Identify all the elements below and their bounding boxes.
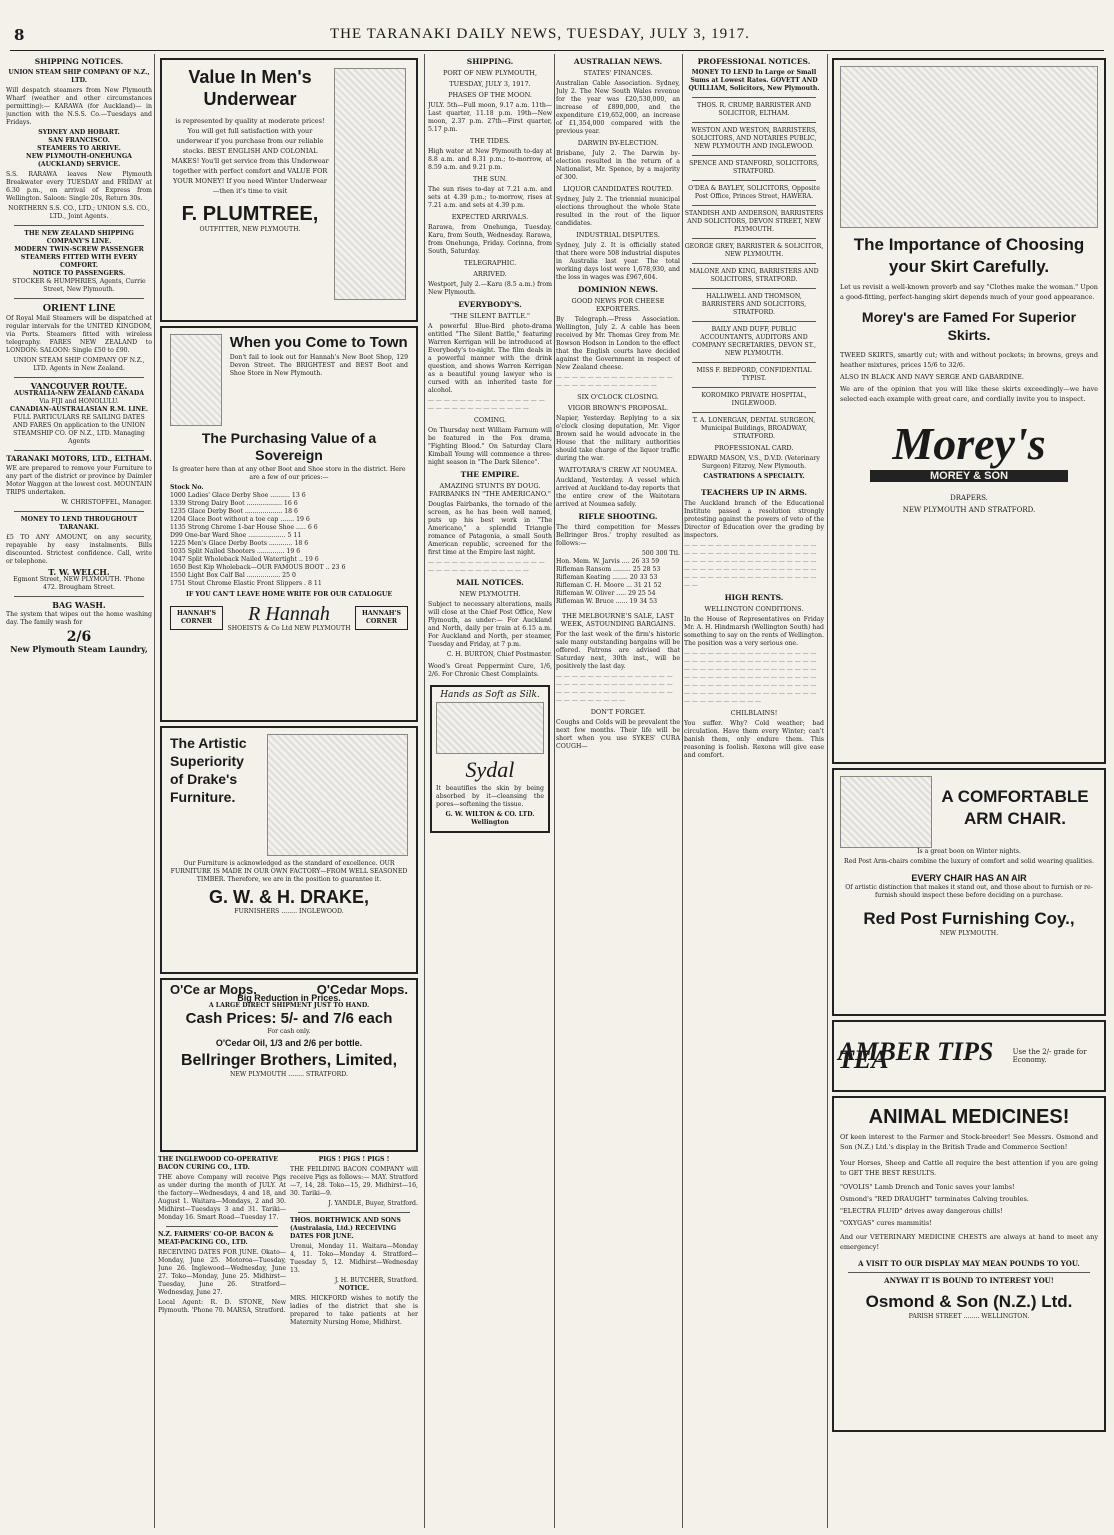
divider	[14, 511, 144, 512]
prof-card-heading: PROFESSIONAL CARD.	[714, 444, 794, 452]
chair-text: Red Post Arm-chairs combine the luxury of comfort and solid wearing qualities.	[844, 858, 1094, 865]
melbourne-text: For the last week of the firm's historic sale many outstanding bargains will be offered. Patrons are advised that Saturday next, 30th inst., will be positively the last day.	[556, 631, 680, 670]
prof-heading: PROFESSIONAL NOTICES.	[697, 57, 811, 66]
plumtree-sub: OUTFITTER, NEW PLYMOUTH.	[199, 226, 301, 233]
drake-text: Our Furniture is acknowledged as the standard of excellence. OUR FURNITURE IS MADE IN OUR OWN FACTORY—FROM WELL SEASONED TIMBER. Therefore, we are in the position to guarantee it.	[170, 860, 408, 883]
nz-shipping-heading: THE NEW ZEALAND SHIPPING COMPANY'S LINE.	[24, 230, 134, 245]
rarawa-text: S.S. RARAWA leaves New Plymouth Breakwater every TUESDAY and FRIDAY at 6.30 p.m., on arrival of Express from Wellington. Saloon: Single 20s, Return 30s.	[6, 171, 152, 202]
list-item: 1204 Glace Boot without a toe cap ....... 19 6	[170, 516, 310, 523]
dominion-heading: DOMINION NEWS.	[578, 285, 658, 294]
ocedar-oil: O'Cedar Oil, 1/3 and 2/6 per bottle.	[215, 1038, 363, 1048]
list-item: 1225 Men's Glace Derby Boots ............ 18 6	[170, 540, 309, 547]
odea-notice: O'DEA & BAYLEY, SOLICITORS, Opposite Post Office, Princes Street, HAWERA.	[688, 185, 820, 200]
osmond-name: Osmond & Son (N.Z.) Ltd.	[865, 1292, 1073, 1311]
taranaki-motors: TARANAKI MOTORS, LTD., ELTHAM.	[6, 454, 152, 463]
skirt-title: The Importance of Choosing your Skirt Carefully.	[853, 235, 1085, 276]
waitotara-text: Auckland, Yesterday. A vessel which arrived at Auckland to-day reports that the entire crew of the Waitotara arrived at Noumea safely.	[556, 477, 680, 508]
skirt-text: Let us revisit a well-known proverb and say "Clothes make the woman." Upon a good-fitting, perfect-hanging skirt depends much of your good appearance.	[840, 283, 1098, 301]
amber-tips-ad	[832, 1020, 1106, 1092]
list-item: 1035 Split Nailed Shooters .............. 19 6	[170, 548, 301, 555]
column-professional	[684, 54, 824, 1528]
standish-notice: STANDISH AND ANDERSON, BARRISTERS AND SOLICITORS, DEVON STREET, NEW PLYMOUTH.	[684, 210, 824, 233]
divider	[692, 97, 816, 98]
plumtree-name: F. PLUMTREE,	[181, 203, 319, 225]
column-display-ads	[830, 54, 1108, 1528]
air-text: Of artistic distinction that makes it stand out, and those about to furnish or re-furnish should inspect these before deciding on a purchase.	[845, 884, 1093, 899]
borthwick-text: Urenui, Monday 11. Waitara—Monday 4, 11. Toko—Monday 4. Stratford—Tuesday 5, 12. Midhirst—Wednesday 13.	[290, 1243, 418, 1274]
liquor-text: Sydney, July 2. The triennial municipal elections throughout the whole State resulted in the rout of the liquor candidates.	[556, 196, 680, 227]
forget-heading: DON'T FORGET.	[590, 708, 646, 716]
list-item: Rifleman Ransom ......... 25 28 53	[556, 566, 661, 573]
column-shipping-news	[428, 54, 552, 1528]
column-news	[556, 54, 680, 1528]
empire-sub: AMAZING STUNTS BY DOUG. FAIRBANKS IN "THE AMERICANO."	[429, 482, 551, 498]
bellringer-sub: NEW PLYMOUTH ........ STRATFORD.	[229, 1071, 349, 1078]
six-sub: VIGOR BROWN'S PROPOSAL.	[567, 404, 669, 412]
ocedar-cash: For cash only.	[267, 1028, 311, 1035]
hannah-logo: R Hannah	[248, 603, 330, 625]
pigs-header: PIGS ! PIGS ! PIGS !	[318, 1156, 390, 1163]
rifle-heading: RIFLE SHOOTING.	[578, 512, 658, 521]
navy-text: ALSO IN BLACK AND NAVY SERGE AND GABARDINE.	[840, 373, 1024, 381]
column-divider	[827, 54, 828, 1528]
arrived-heading: ARRIVED.	[473, 270, 507, 278]
empire-heading: THE EMPIRE.	[460, 470, 520, 479]
states-text: Australian Cable Association. Sydney, July 2. The New South Wales revenue for the year was £20,530,000, an increase of £890,000, and the expenditure £19,652,000, an increase of £1,354,000 compared with the previous year.	[556, 80, 680, 135]
hannah-corner-left: HANNAH'S CORNER	[170, 606, 223, 630]
divider	[692, 387, 816, 388]
aus-news-heading: AUSTRALIAN NEWS.	[573, 57, 663, 66]
column-divider	[682, 54, 683, 1528]
sydal-logo: Sydal	[465, 757, 515, 782]
oxygas-line: "OXYGAS" cures mammitis!	[840, 1219, 932, 1227]
underwear-illustration	[334, 68, 406, 300]
northern-agents: NORTHERN S.S. CO., LTD.; UNION S.S. CO., LTD., Joint Agents.	[8, 205, 150, 220]
ocedar-ad	[160, 978, 418, 1152]
money-lend-heading: MONEY TO LEND THROUGHOUT TARANAKI.	[20, 516, 138, 531]
canadian-line: CANADIAN-AUSTRALASIAN R.M. LINE.	[9, 406, 149, 413]
divider	[166, 1226, 278, 1227]
ocedar-ship: A LARGE DIRECT SHIPMENT JUST TO HAND.	[208, 1002, 370, 1009]
drake-name: G. W. & H. DRAKE,	[208, 887, 369, 907]
divider	[692, 263, 816, 264]
motors-text: WE are prepared to remove your Furniture to any part of the district or province by Daimler Motor Waggon at the lowest cost. MOUNTAIN TRIPS undertaken.	[6, 465, 152, 496]
drapers-location: NEW PLYMOUTH AND STRATFORD.	[902, 506, 1036, 514]
opinion-text: We are of the opinion that you will like these skirts exceedingly—we have selected each example with great care, and cordially invite you to inspect.	[840, 385, 1098, 403]
animal-text-2: Your Horses, Sheep and Cattle all require the best attention if you are going to GET THE BEST RESULTS.	[840, 1159, 1098, 1177]
red-draught-line: Osmond's "RED DRAUGHT" terminates Calving troubles.	[840, 1195, 1029, 1203]
catalogue-line: IF YOU CAN'T LEAVE HOME WRITE FOR OUR CATALOGUE	[185, 591, 393, 598]
chilblains-heading: CHILBLAINS!	[730, 709, 778, 717]
liquor-heading: LIQUOR CANDIDATES ROUTED.	[562, 185, 674, 193]
ocedar-price: Cash Prices: 5/- and 7/6 each	[185, 1010, 393, 1027]
chilblains-text: You suffer. Why? Cold weather; bad circulation. Have them every Winter; can't banish them, only endure them. This reasoning is foolish. Rexona will give ease and comfort.	[684, 720, 824, 759]
expected-heading: EXPECTED ARRIVALS.	[451, 213, 529, 221]
yandle: J. YANDLE, Buyer, Stratford.	[328, 1200, 418, 1207]
bag-wash-text: The system that wipes out the home washing day. The family wash for	[6, 611, 152, 626]
orient-heading: ORIENT LINE	[42, 302, 116, 314]
darwin-heading: DARWIN BY-ELECTION.	[577, 139, 659, 147]
divider	[692, 122, 816, 123]
list-item: D99 One-bar Ward Shoe ................... 5 11	[170, 532, 302, 539]
notice-passengers: NOTICE TO PASSENGERS.	[32, 270, 126, 277]
grey-notice: GEORGE GREY, BARRISTER & SOLICITOR, NEW PLYMOUTH.	[684, 243, 824, 258]
six-text: Napier, Yesterday. Replying to a six o'clock closing deputation, Mr. Vigor Brown said he would advocate in the House that the military authorities should take charge of the liquor traffic during the war.	[556, 415, 680, 462]
divider	[692, 288, 816, 289]
underwear-text: is represented by quality at moderate prices! You will get full satisfaction with your underwear if you purchase from our reliable stocks. BEST ENGLISH AND COLONIAL MAKES! You'll get service from this Underwear together with perfect comfort and VALUE FOR YOUR MONEY! If you need Winter Underwear—then it's time to visit	[171, 117, 329, 195]
morey-ad	[832, 58, 1106, 764]
feilding-text: THE FEILDING BACON COMPANY will receive Pigs as follows:— MAY. Stratford—7, 14, 28. Toko—15, 29. Midhirst—16, 30. Tariki—9.	[290, 1166, 418, 1197]
hannah-sub: SHOEISTS & Co Ltd NEW PLYMOUTH	[227, 625, 351, 632]
mason-notice: EDWARD MASON, V.S., D.V.D. (Veterinary Surgeon) Fitzroy, New Plymouth.	[688, 455, 820, 470]
bag-wash-heading: BAG WASH.	[52, 600, 106, 610]
vet-line: And our VETERINARY MEDICINE CHESTS are always at hand to meet any emergency!	[840, 1233, 1098, 1251]
baily-notice: BAILY AND DUFF, PUBLIC ACCOUNTANTS, AUDITORS AND COMPANY SECRETARIES, DEVON ST., NEW PLYMOUTH.	[692, 326, 816, 357]
rifle-results	[556, 558, 680, 606]
sun-text: The sun rises to-day at 7.21 a.m. and sets at 4.39 p.m.; to-morrow, rises at 7.21 a.m. and sets at 4.39 p.m.	[428, 186, 552, 209]
mail-text: Subject to necessary alterations, mails will close at the Chief Post Office, New Plymouth, as under:— For Auckland and North, daily per train at 6.15 a.m. For Auckland and North, per steamer, Tuesday and Friday, at 7 p.m.	[428, 601, 552, 648]
column-divider	[554, 54, 555, 1528]
phases-heading: PHASES OF THE MOON.	[448, 91, 532, 99]
halliwell-notice: HALLIWELL AND THOMSON, BARRISTERS AND SOLICITORS, STRATFORD.	[701, 293, 807, 316]
laundry-name: New Plymouth Steam Laundry,	[10, 644, 148, 654]
rifle-text: The third competition for Messrs Bellringer Bros.' trophy resulted as follows:—	[556, 524, 680, 547]
stock-list	[170, 492, 408, 588]
spence-notice: SPENCE AND STANFORD, SOLICITORS, STRATFORD.	[689, 160, 819, 175]
money-lend-notice: MONEY TO LEND In Large or Small Sums at Lowest Rates. GOVETT AND QUILLIAM, Solicitors, New Plymouth.	[688, 69, 820, 92]
malone-notice: MALONE AND KING, BARRISTERS AND SOLICITORS, STRATFORD.	[689, 268, 819, 283]
underwear-title: Value In Men's Underwear	[188, 67, 312, 109]
list-item: Rifleman C. H. Moore ... 31 21 52	[556, 582, 662, 589]
notice-title: NOTICE.	[338, 1285, 370, 1292]
borthwick-title: THOS. BORTHWICK AND SONS (Australasia, Ltd.) RECEIVING DATES FOR JUNE.	[290, 1217, 401, 1240]
christoffel: W. CHRISTOFFEL, Manager.	[61, 499, 152, 506]
melbourne-heading: THE MELBOURNE'S SALE, LAST WEEK, ASTOUNDING BARGAINS.	[560, 612, 676, 628]
teachers-heading: TEACHERS UP IN ARMS.	[700, 488, 808, 497]
newspaper-title: THE TARANAKI DAILY NEWS, TUESDAY, JULY 3, 1917.	[330, 26, 750, 42]
divider	[14, 450, 144, 451]
drapers-heading: DRAPERS.	[950, 494, 988, 502]
drake-title: The Artistic Superiority of Drake's Furniture.	[170, 735, 247, 805]
column-shipping-notices	[6, 54, 152, 1528]
welch-address: Egmont Street, NEW PLYMOUTH. 'Phone 472. Brougham Street.	[13, 576, 145, 591]
hannah-ad	[160, 326, 418, 722]
town-text: Don't fail to look out for Hannah's New Boot Shop, 129 Devon Street. The BRIGHTEST and BEST Boot and Shoe Store in New Plymouth.	[229, 354, 408, 377]
divider	[692, 238, 816, 239]
divider	[692, 412, 816, 413]
osmond-location: PARISH STREET ........ WELLINGTON.	[908, 1313, 1030, 1320]
ocedar-sub: Big Reduction in Prices.	[237, 993, 341, 1003]
wellington-heading: WELLINGTON CONDITIONS.	[704, 605, 804, 613]
weston-notice: WESTON AND WESTON, BARRISTERS, SOLICITORS, AND NOTARIES PUBLIC, NEW PLYMOUTH AND INGLEWOOD.	[690, 127, 818, 150]
divider	[14, 225, 144, 226]
sydal-illustration	[436, 702, 544, 754]
nz-farmers-text: RECEIVING DATES FOR JUNE. Okato—Monday, June 25. Motoroa—Tuesday, June 26. Inglewood—Wednesday, June 27. Toko—Monday, June 25. Midhirst—Tuesday, June 26. Stratford—Wednesday, June 27.	[158, 1249, 286, 1296]
divider	[692, 205, 816, 206]
cheese-text: By Telegraph.—Press Association. Wellington, July 2. A cable has been received by Mr. Thomas Grey from Mr. Rowson Hodson in London to the effect that the English courts have decided against the Government in respect of New Zealand cheese.	[556, 316, 680, 371]
chair-sub: Is a great boon on Winter nights.	[917, 848, 1021, 855]
states-heading: STATES' FINANCES.	[583, 69, 653, 77]
morey-famed: Morey's are Famed For Superior Skirts.	[861, 309, 1077, 343]
bedford-notice: MISS F. BEDFORD, CONFIDENTIAL TYPIST.	[696, 367, 812, 382]
ocedar-left: O'Ce ar Mops.	[170, 982, 257, 997]
column-divider	[154, 54, 155, 1528]
bag-wash-price: 2/6	[66, 629, 92, 645]
divider	[848, 1272, 1090, 1273]
high-rents-heading: HIGH RENTS.	[724, 593, 784, 602]
industrial-heading: INDUSTRIAL DISPUTES.	[576, 231, 660, 239]
castrations-line: CASTRATIONS A SPECIALTY.	[703, 473, 805, 480]
arrive-heading: STEAMERS TO ARRIVE.	[37, 145, 121, 152]
section-heading: SHIPPING NOTICES.	[34, 57, 124, 66]
amber-logo: AMBER TIPS TEA	[838, 1037, 994, 1074]
list-item: 1000 Ladies' Glace Derby Shoe .......... 13 6	[170, 492, 306, 499]
shipping-heading: SHIPPING.	[466, 57, 514, 66]
masthead	[0, 0, 1114, 50]
lonergan-notice: T. A. LONERGAN, DENTAL SURGEON, Municipal Buildings, BROADWAY, STRATFORD.	[692, 417, 816, 440]
divider	[298, 1212, 410, 1213]
butcher: J. H. BUTCHER, Stratford.	[334, 1277, 418, 1284]
divider	[14, 298, 144, 299]
everybodys-heading: EVERYBODY'S.	[458, 300, 522, 309]
sanfran-heading: SAN FRANCISCO.	[48, 137, 110, 144]
port-heading: PORT OF NEW PLYMOUTH,	[442, 69, 538, 77]
expected-text: Rarawa, from Onehunga, Tuesday. Karu, from South, Wednesday. Rarawa, from Onehunga, Friday. Corinna, from South, Saturday.	[428, 224, 552, 255]
sovereign-title: The Purchasing Value of a Sovereign	[201, 430, 377, 463]
sydal-address: G. W. WILTON & CO. LTD. Wellington	[445, 811, 535, 826]
red-post-name: Red Post Furnishing Coy.,	[863, 909, 1075, 928]
hannah-corner-right: HANNAH'S CORNER	[355, 606, 408, 630]
arrived-text: Westport, July 2.—Karu (8.5 a.m.) from New Plymouth.	[428, 281, 552, 296]
silent-heading: "THE SILENT BATTLE."	[450, 312, 530, 320]
article-continuation: — — — — — — — — — — — — — — — — — — — — — — — — — — — —	[428, 559, 545, 574]
air-heading: EVERY CHAIR HAS AN AIR	[911, 873, 1027, 883]
article-continuation: — — — — — — — — — — — — — — — — — — — — — — — — — — — — — — — — — — — — — — — — — — — — — — — — — — — — — —	[556, 673, 673, 704]
teachers-text: The Auckland branch of the Educational Institute passed a resolution strongly protesting against the powers of veto of the Director of Education over the grading by inspectors.	[684, 500, 824, 539]
fiji-route: Via FIJI and HONOLULU.	[39, 398, 119, 405]
union-text: Will despatch steamers from New Plymouth Wharf (weather and other circumstances permitting):— KARAWA (for Auckland)— in junction with the N.S.S. Co.—Tuesdays and Fridays.	[6, 87, 152, 126]
sovereign-text: Is greater here than at any other Boot and Shoe store in the district. Here are a few of our prices:—	[172, 466, 406, 481]
anyway-line: ANYWAY IT IS BOUND TO INTEREST YOU!	[884, 1276, 1054, 1285]
union-title: UNION STEAM SHIP COMPANY OF N.Z., LTD.	[8, 69, 150, 84]
morey-logo: Morey's	[892, 418, 1046, 469]
tides-text: High water at New Plymouth to-day at 8.8 a.m. and 8.31 p.m.; to-morrow, at 8.59 a.m. and 9.21 p.m.	[428, 148, 552, 171]
forget-text: Coughs and Colds will be prevalent the next few months. Their life will be short when you use SYKES' CURA COUGH—	[556, 719, 680, 750]
skirt-illustration	[840, 66, 1098, 228]
list-item: 1235 Glace Derby Boot ................... 18 6	[170, 508, 298, 515]
aus-nz-canada: AUSTRALIA-NEW ZEALAND CANADA	[13, 390, 144, 397]
tides-heading: THE TIDES.	[470, 137, 510, 145]
shoe-illustration	[170, 334, 222, 426]
animal-title: ANIMAL MEDICINES!	[868, 1106, 1070, 1128]
animal-text: Of keen interest to the Farmer and Stock-breeder! See Messrs. Osmond and Son (N.Z.) Ltd.'s display in the British Trade and Commerce Section!	[840, 1133, 1098, 1151]
article-continuation: — — — — — — — — — — — — — — — — — — — — — — — — — — — — — — — — — — — — — — — — — — — — — — — — — — — — — — — — — — — — — — — — — — — — — — — — — — — — — — — — — — — — — — — — — — — — — — — — — — — — — — — — — — — — — — — —	[684, 650, 817, 705]
divider	[692, 155, 816, 156]
article-continuation: — — — — — — — — — — — — — — — — — — — — — — — — — — — —	[556, 374, 673, 389]
column-divider	[424, 54, 425, 1528]
telegraphic-heading: TELEGRAPHIC.	[463, 259, 517, 267]
full-particulars: FULL PARTICULARS RE SAILING DATES AND FARES On application to the UNION STEAMSHIP CO. OF N.Z., LTD. Managing Agents	[12, 414, 146, 445]
furniture-illustration	[267, 734, 408, 856]
rents-text: In the House of Representatives on Friday Mr. A. H. Hindmarsh (Wellington South) had something to say on the rents of Wellington. The position was a very serious one.	[684, 616, 824, 647]
cheese-heading: GOOD NEWS FOR CHEESE EXPORTERS.	[571, 297, 665, 313]
waitotara-heading: WAITOTARA'S CREW AT NOUMEA.	[558, 466, 678, 474]
mail-np: NEW PLYMOUTH.	[459, 590, 521, 598]
list-item: 1047 Split Wholeback Nailed Watertight .. 19 6	[170, 556, 319, 563]
money-text: £5 TO ANY AMOUNT, on any security, repayable by easy instalments. Bills discounted. Strictest confidence. Call, write or telephone.	[6, 534, 152, 565]
divider	[692, 362, 816, 363]
article-continuation: — — — — — — — — — — — — — — — — — — — — — — — — — — — —	[428, 397, 545, 412]
twin-screw-heading: MODERN TWIN-SCREW PASSENGER STEAMERS FITTED WITH EVERY COMFORT.	[14, 246, 144, 269]
article-continuation: — — — — — — — — — — — — — — — — — — — — — — — — — — — — — — — — — — — — — — — — — — — — — — — — — — — — — — — — — — — — — — — — — — — — — — — — — — — — — — — — — — — — — — —	[684, 542, 817, 589]
ocedar-right: O'Cedar Mops.	[316, 982, 408, 997]
industrial-text: Sydney, July 2. It is officially stated that there were 508 industrial disputes in Australia last year. The total working days lost were 1,678,930, and the loss in wages was £967,604.	[556, 242, 680, 281]
vancouver-heading: VANCOUVER ROUTE.	[30, 381, 128, 391]
column-advertisements	[158, 54, 420, 1528]
morey-sub: MOREY & SON	[870, 470, 1068, 482]
moon-text: JULY. 5th—Full moon, 9.17 a.m. 11th—Last quarter, 11.18 p.m. 19th—New moon, 2.37 p.m. 27th—First quarter, 5.17 p.m.	[428, 102, 552, 133]
list-item: 1339 Strong Dairy Boot .................. 16 6	[170, 500, 298, 507]
masthead-rule	[10, 50, 1104, 51]
tweed-text: TWEED SKIRTS, smartly cut; with and without pockets; in browns, greys and heather mixtures, prices 15/6 to 32/6.	[840, 351, 1098, 369]
ovolis-line: "OVOLIS" Lamb Drench and Tonic saves your lambs!	[840, 1183, 1015, 1191]
coming-heading: COMING.	[473, 416, 507, 424]
divider	[14, 377, 144, 378]
darwin-text: Brisbane, July 2. The Darwin by-election resulted in the return of a Nationalist, Mr. Spence, by a majority of 300.	[556, 150, 680, 181]
divider	[692, 321, 816, 322]
visit-line: A VISIT TO OUR DISPLAY MAY MEAN POUNDS TO YOU.	[858, 1259, 1080, 1268]
inglewood-text: THE above Company will receive Pigs as under during the month of JULY. At the factory—Wednesdays, 4 and 18, and August 1. Waitara—Mondays, 2 and 30. Midhirst—Tuesdays 3 and 31. Tariki—Monday 16. Smart Road—Tuesday 17.	[158, 1174, 286, 1221]
silent-text: A powerful Blue-Bird photo-drama entitled "The Silent Battle," featuring Warren Kerrigan will be introduced at Everybody's to-night. The film deals in a powerful manner with the drink question, and shows Warren Kerrigan as a beautiful young lawyer who is cursed with an inherited taste for alcohol.	[428, 323, 552, 394]
sun-heading: THE SUN.	[472, 175, 508, 183]
mail-heading: MAIL NOTICES.	[456, 578, 524, 587]
town-title: When you Come to Town	[229, 334, 408, 351]
list-item: Rifleman Keating ........ 20 33 53	[556, 574, 658, 581]
list-item: 1135 Strong Chrome 1-bar House Shoe ..... 6 6	[170, 524, 318, 531]
list-item: 1550 Light Box Calf Bal ................. 25 0	[170, 572, 296, 579]
inglewood-title: THE INGLEWOOD CO-OPERATIVE BACON CURING CO., LTD.	[158, 1156, 278, 1171]
red-post-location: NEW PLYMOUTH.	[939, 930, 999, 937]
list-item: Rifleman W. Oliver ..... 29 25 54	[556, 590, 656, 597]
coming-text: On Thursday next William Farnum will be featured in the Fox drama, "Fighting Blood." On Saturday Clara Kimball Young will commence a three-night season in "The Dark Silence".	[428, 427, 552, 466]
sydney-heading: SYDNEY AND HOBART.	[38, 129, 120, 136]
welch-name: T. W. WELCH.	[48, 567, 110, 577]
six-heading: SIX O'CLOCK CLOSING.	[577, 393, 659, 401]
chair-illustration	[840, 776, 932, 848]
sydal-head: Hands as Soft as Silk.	[440, 690, 540, 700]
list-item: 1751 Stout Chrome Elastic Front Slippers . 8 11	[170, 580, 322, 587]
chair-title: A COMFORTABLE ARM CHAIR.	[941, 787, 1089, 828]
page-number: 8	[14, 26, 25, 44]
crump-notice: THOS. R. CRUMP, BARRISTER AND SOLICITOR, ELTHAM.	[696, 102, 812, 117]
burton: C. H. BURTON, Chief Postmaster.	[446, 651, 552, 658]
divider	[692, 180, 816, 181]
orient-text: Of Royal Mail Steamers will be dispatched at regular intervals for the UNITED KINGDOM, via Ports. Steamers fitted with wireless telegraphy. FARES NEW ZEALAND to LONDON: SALOON: Single £50 to £90.	[6, 315, 152, 354]
electra-line: "ELECTRA FLUID" drives away dangerous chills!	[840, 1207, 1003, 1215]
sydal-ad	[430, 685, 550, 833]
list-item: 1650 Best Kip Wholeback—OUR FAMOUS BOOT .. 23 6	[170, 564, 346, 571]
drake-sub: FURNISHERS ........ INGLEWOOD.	[234, 908, 344, 915]
union-agents: UNION STEAM SHIP COMPANY OF N.Z., LTD. Agents in New Zealand.	[13, 357, 145, 372]
bellringer-name: Bellringer Brothers, Limited,	[180, 1052, 398, 1069]
underwear-ad	[160, 58, 418, 322]
sydal-text: It beautifies the skin by being absorbed by it—cleansing the pores—softening the tissue.	[436, 785, 544, 808]
woods-cure: Wood's Great Peppermint Cure, 1/6, 2/6. For Chronic Chest Complaints.	[428, 663, 552, 678]
red-post-ad	[832, 768, 1106, 1016]
divider	[14, 596, 144, 597]
stocker-agents: STOCKER & HUMPHRIES, Agents, Currie Street, New Plymouth.	[12, 278, 146, 293]
rifle-table-header: 500 300 Ttl.	[641, 550, 680, 557]
list-item: Hon. Mem. W. Jarvis .... 26 33 59	[556, 558, 660, 565]
stock-header: Stock No.	[170, 484, 204, 491]
drake-ad	[160, 726, 418, 974]
onehunga-heading: NEW PLYMOUTH-ONEHUNGA (AUCKLAND) SERVICE.	[26, 153, 132, 168]
empire-text: Douglas Fairbanks, the tornado of the screen, as he has been well named, puts up his best work in "The Americano," a splendid Triangle romance of Patagonia, a small South American republic, screened for the first time at the Empire last night.	[428, 501, 552, 556]
amber-sub: Use the 2/- grade for Economy.	[1012, 1048, 1087, 1064]
nz-farmers-title: N.Z. FARMERS' CO-OP. BACON & MEAT-PACKING CO., LTD.	[158, 1231, 274, 1246]
stone-agent: Local Agent: R. D. STONE, New Plymouth. 'Phone 70. MARSA, Stratford.	[158, 1299, 286, 1314]
koromiko-notice: KOROMIKO PRIVATE HOSPITAL, INGLEWOOD.	[701, 392, 807, 407]
list-item: Rifleman W. Bruce ...... 19 34 53	[556, 598, 658, 605]
date-line: TUESDAY, JULY 3, 1917.	[449, 80, 531, 88]
notice-text: MRS. HICKFORD wishes to notify the ladies of the district that she is prepared to take patients at her Maternity Nursing Home, Midhirst.	[290, 1295, 418, 1326]
osmond-ad	[832, 1096, 1106, 1432]
